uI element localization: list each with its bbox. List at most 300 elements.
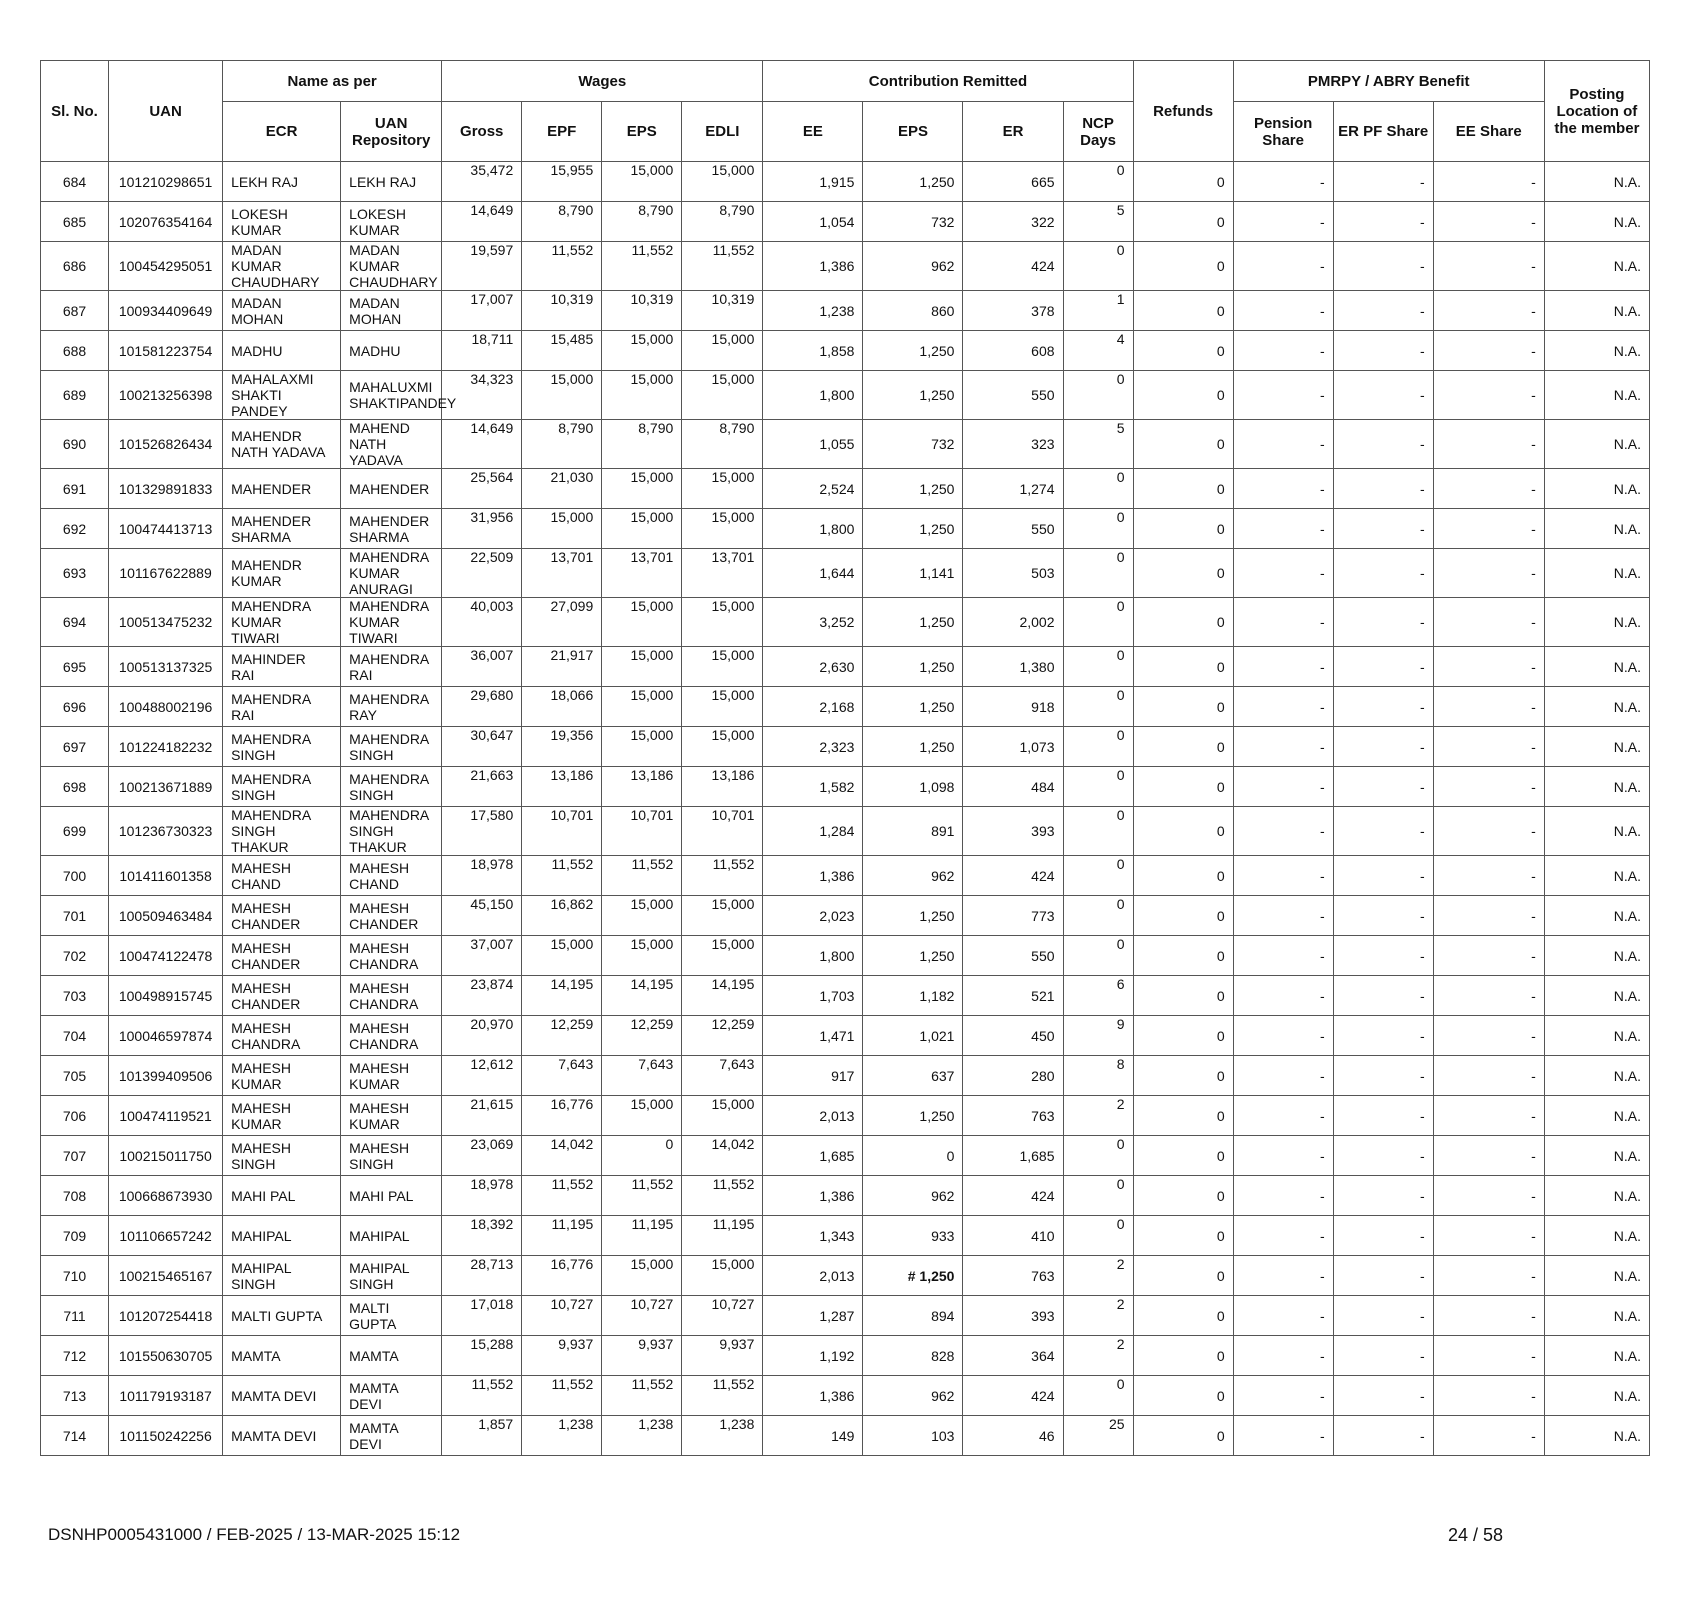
cell-name-uan-repository: MAHESH CHANDER xyxy=(341,896,442,936)
cell-ncp-days: 0 xyxy=(1063,242,1133,291)
cell-pension-share: - xyxy=(1233,371,1333,420)
cell-eps: 10,319 xyxy=(602,291,682,331)
cell-refunds: 0 xyxy=(1133,549,1233,598)
cell-edli: 15,000 xyxy=(682,331,763,371)
cell-ncp-days: 5 xyxy=(1063,420,1133,469)
cell-er-pf-share: - xyxy=(1333,469,1433,509)
cell-er-pf-share: - xyxy=(1333,291,1433,331)
cell-epf: 15,000 xyxy=(522,936,602,976)
cell-epf: 11,552 xyxy=(522,856,602,896)
cell-contribution-eps: 732 xyxy=(863,420,963,469)
cell-pension-share: - xyxy=(1233,687,1333,727)
cell-epf: 18,066 xyxy=(522,687,602,727)
cell-eps: 15,000 xyxy=(602,896,682,936)
cell-ee: 1,386 xyxy=(763,242,863,291)
cell-eps: 13,701 xyxy=(602,549,682,598)
cell-name-ecr: MAHENDRA SINGH THAKUR xyxy=(223,807,341,856)
cell-eps: 0 xyxy=(602,1136,682,1176)
cell-refunds: 0 xyxy=(1133,1256,1233,1296)
cell-uan: 100488002196 xyxy=(109,687,223,727)
header-posting-location: Posting Location of the member xyxy=(1544,61,1649,162)
cell-contribution-eps: 1,250 xyxy=(863,371,963,420)
cell-gross: 18,392 xyxy=(442,1216,522,1256)
cell-edli: 15,000 xyxy=(682,598,763,647)
cell-contribution-eps: 860 xyxy=(863,291,963,331)
cell-ncp-days: 25 xyxy=(1063,1416,1133,1456)
cell-name-ecr: MAHALAXMI SHAKTI PANDEY xyxy=(223,371,341,420)
cell-sl-no: 692 xyxy=(41,509,109,549)
cell-er-pf-share: - xyxy=(1333,807,1433,856)
cell-epf: 15,000 xyxy=(522,371,602,420)
cell-refunds: 0 xyxy=(1133,1136,1233,1176)
cell-posting-location: N.A. xyxy=(1544,856,1649,896)
cell-uan: 100474119521 xyxy=(109,1096,223,1136)
cell-posting-location: N.A. xyxy=(1544,896,1649,936)
cell-er: 393 xyxy=(963,1296,1063,1336)
cell-name-uan-repository: LEKH RAJ xyxy=(341,162,442,202)
cell-eps: 10,701 xyxy=(602,807,682,856)
cell-gross: 18,978 xyxy=(442,856,522,896)
cell-ee: 1,238 xyxy=(763,291,863,331)
cell-pension-share: - xyxy=(1233,1096,1333,1136)
table-row xyxy=(41,767,1650,807)
cell-pension-share: - xyxy=(1233,936,1333,976)
cell-uan: 101550630705 xyxy=(109,1336,223,1376)
header-epf: EPF xyxy=(522,102,602,162)
cell-ee-share: - xyxy=(1433,976,1544,1016)
cell-ee-share: - xyxy=(1433,727,1544,767)
cell-contribution-eps: 1,250 xyxy=(863,936,963,976)
cell-gross: 18,711 xyxy=(442,331,522,371)
cell-gross: 45,150 xyxy=(442,896,522,936)
cell-ee: 1,800 xyxy=(763,509,863,549)
cell-ncp-days: 0 xyxy=(1063,727,1133,767)
cell-posting-location: N.A. xyxy=(1544,598,1649,647)
cell-er-pf-share: - xyxy=(1333,1216,1433,1256)
cell-name-uan-repository: LOKESH KUMAR xyxy=(341,202,442,242)
table-row xyxy=(41,1256,1650,1296)
cell-sl-no: 684 xyxy=(41,162,109,202)
cell-ee-share: - xyxy=(1433,767,1544,807)
table-row xyxy=(41,469,1650,509)
cell-uan: 101411601358 xyxy=(109,856,223,896)
cell-pension-share: - xyxy=(1233,291,1333,331)
cell-er-pf-share: - xyxy=(1333,1096,1433,1136)
cell-er-pf-share: - xyxy=(1333,162,1433,202)
cell-name-ecr: MAHESH CHANDER xyxy=(223,896,341,936)
cell-er: 280 xyxy=(963,1056,1063,1096)
cell-edli: 11,552 xyxy=(682,856,763,896)
cell-er-pf-share: - xyxy=(1333,647,1433,687)
cell-refunds: 0 xyxy=(1133,1176,1233,1216)
cell-er-pf-share: - xyxy=(1333,331,1433,371)
cell-refunds: 0 xyxy=(1133,371,1233,420)
cell-ncp-days: 2 xyxy=(1063,1256,1133,1296)
cell-contribution-eps: 1,250 xyxy=(863,896,963,936)
cell-ee-share: - xyxy=(1433,242,1544,291)
cell-contribution-eps: 962 xyxy=(863,1376,963,1416)
cell-refunds: 0 xyxy=(1133,598,1233,647)
cell-contribution-eps: 732 xyxy=(863,202,963,242)
cell-ee-share: - xyxy=(1433,1296,1544,1336)
cell-ee-share: - xyxy=(1433,896,1544,936)
cell-name-ecr: MAMTA DEVI xyxy=(223,1376,341,1416)
table-row xyxy=(41,202,1650,242)
cell-ee: 2,013 xyxy=(763,1096,863,1136)
cell-ee: 1,054 xyxy=(763,202,863,242)
cell-er: 1,073 xyxy=(963,727,1063,767)
header-pension-share: Pension Share xyxy=(1233,102,1333,162)
cell-er: 378 xyxy=(963,291,1063,331)
cell-epf: 8,790 xyxy=(522,202,602,242)
cell-ncp-days: 0 xyxy=(1063,162,1133,202)
table-row xyxy=(41,1096,1650,1136)
cell-gross: 22,509 xyxy=(442,549,522,598)
cell-name-ecr: MAHESH KUMAR xyxy=(223,1096,341,1136)
cell-posting-location: N.A. xyxy=(1544,371,1649,420)
cell-ee: 149 xyxy=(763,1416,863,1456)
cell-name-ecr: MAHENDER SHARMA xyxy=(223,509,341,549)
cell-ee: 1,287 xyxy=(763,1296,863,1336)
cell-epf: 19,356 xyxy=(522,727,602,767)
cell-pension-share: - xyxy=(1233,331,1333,371)
cell-posting-location: N.A. xyxy=(1544,549,1649,598)
cell-er: 46 xyxy=(963,1416,1063,1456)
cell-name-ecr: MAHENDRA RAI xyxy=(223,687,341,727)
cell-contribution-eps: 1,250 xyxy=(863,1096,963,1136)
cell-pension-share: - xyxy=(1233,469,1333,509)
cell-ncp-days: 0 xyxy=(1063,1216,1133,1256)
cell-posting-location: N.A. xyxy=(1544,1136,1649,1176)
cell-epf: 27,099 xyxy=(522,598,602,647)
page-number: 24 / 58 xyxy=(1448,1525,1504,1545)
cell-ncp-days: 0 xyxy=(1063,687,1133,727)
header-wages: Wages xyxy=(442,61,763,102)
cell-ee: 2,630 xyxy=(763,647,863,687)
cell-sl-no: 704 xyxy=(41,1016,109,1056)
cell-name-ecr: MADHU xyxy=(223,331,341,371)
header-gross: Gross xyxy=(442,102,522,162)
cell-edli: 11,552 xyxy=(682,1376,763,1416)
cell-uan: 100934409649 xyxy=(109,291,223,331)
cell-contribution-eps: 637 xyxy=(863,1056,963,1096)
cell-gross: 18,978 xyxy=(442,1176,522,1216)
table-row xyxy=(41,1296,1650,1336)
table-row xyxy=(41,727,1650,767)
table-row xyxy=(41,1176,1650,1216)
cell-ee: 2,013 xyxy=(763,1256,863,1296)
cell-gross: 19,597 xyxy=(442,242,522,291)
cell-pension-share: - xyxy=(1233,1016,1333,1056)
cell-pension-share: - xyxy=(1233,242,1333,291)
cell-name-ecr: MAHENDRA SINGH xyxy=(223,767,341,807)
cell-ee-share: - xyxy=(1433,1336,1544,1376)
header-uan-repository: UAN Repository xyxy=(341,102,442,162)
cell-eps: 13,186 xyxy=(602,767,682,807)
header-ncp-days: NCP Days xyxy=(1063,102,1133,162)
cell-uan: 101210298651 xyxy=(109,162,223,202)
cell-sl-no: 713 xyxy=(41,1376,109,1416)
cell-uan: 101167622889 xyxy=(109,549,223,598)
cell-er: 521 xyxy=(963,976,1063,1016)
cell-pension-share: - xyxy=(1233,976,1333,1016)
cell-edli: 15,000 xyxy=(682,687,763,727)
cell-name-uan-repository: MAHI PAL xyxy=(341,1176,442,1216)
cell-er-pf-share: - xyxy=(1333,936,1433,976)
cell-uan: 101399409506 xyxy=(109,1056,223,1096)
cell-refunds: 0 xyxy=(1133,1416,1233,1456)
cell-name-ecr: MAHENDER xyxy=(223,469,341,509)
cell-er: 424 xyxy=(963,1176,1063,1216)
cell-uan: 101581223754 xyxy=(109,331,223,371)
cell-pension-share: - xyxy=(1233,1336,1333,1376)
cell-ncp-days: 1 xyxy=(1063,291,1133,331)
cell-ee-share: - xyxy=(1433,1016,1544,1056)
cell-eps: 15,000 xyxy=(602,371,682,420)
cell-contribution-eps: 1,250 xyxy=(863,687,963,727)
cell-name-uan-repository: MAHESH CHANDRA xyxy=(341,1016,442,1056)
cell-er: 550 xyxy=(963,371,1063,420)
cell-epf: 10,319 xyxy=(522,291,602,331)
cell-pension-share: - xyxy=(1233,420,1333,469)
cell-sl-no: 694 xyxy=(41,598,109,647)
cell-name-uan-repository: MAHENDER SHARMA xyxy=(341,509,442,549)
header-refunds: Refunds xyxy=(1133,61,1233,162)
cell-gross: 29,680 xyxy=(442,687,522,727)
cell-er: 393 xyxy=(963,807,1063,856)
header-eps: EPS xyxy=(602,102,682,162)
cell-sl-no: 691 xyxy=(41,469,109,509)
cell-er: 1,274 xyxy=(963,469,1063,509)
cell-uan: 101526826434 xyxy=(109,420,223,469)
cell-posting-location: N.A. xyxy=(1544,807,1649,856)
cell-pension-share: - xyxy=(1233,896,1333,936)
cell-gross: 28,713 xyxy=(442,1256,522,1296)
cell-er-pf-share: - xyxy=(1333,687,1433,727)
cell-gross: 21,615 xyxy=(442,1096,522,1136)
cell-eps: 11,195 xyxy=(602,1216,682,1256)
cell-edli: 10,319 xyxy=(682,291,763,331)
cell-er-pf-share: - xyxy=(1333,856,1433,896)
cell-er: 550 xyxy=(963,936,1063,976)
cell-name-ecr: MAHESH CHAND xyxy=(223,856,341,896)
cell-ee-share: - xyxy=(1433,647,1544,687)
cell-refunds: 0 xyxy=(1133,242,1233,291)
cell-edli: 14,195 xyxy=(682,976,763,1016)
cell-name-uan-repository: MADAN MOHAN xyxy=(341,291,442,331)
cell-ee-share: - xyxy=(1433,1096,1544,1136)
cell-eps: 11,552 xyxy=(602,1376,682,1416)
cell-ncp-days: 0 xyxy=(1063,856,1133,896)
cell-name-ecr: MAMTA DEVI xyxy=(223,1416,341,1456)
cell-er-pf-share: - xyxy=(1333,1016,1433,1056)
cell-contribution-eps: 1,250 xyxy=(863,598,963,647)
cell-sl-no: 712 xyxy=(41,1336,109,1376)
cell-eps: 15,000 xyxy=(602,598,682,647)
cell-refunds: 0 xyxy=(1133,1216,1233,1256)
cell-pension-share: - xyxy=(1233,1216,1333,1256)
cell-posting-location: N.A. xyxy=(1544,202,1649,242)
cell-gross: 36,007 xyxy=(442,647,522,687)
cell-er: 550 xyxy=(963,509,1063,549)
cell-er: 364 xyxy=(963,1336,1063,1376)
cell-ee: 1,800 xyxy=(763,371,863,420)
cell-gross: 34,323 xyxy=(442,371,522,420)
cell-refunds: 0 xyxy=(1133,767,1233,807)
cell-eps: 15,000 xyxy=(602,331,682,371)
cell-ncp-days: 0 xyxy=(1063,549,1133,598)
cell-edli: 15,000 xyxy=(682,896,763,936)
cell-contribution-eps: 891 xyxy=(863,807,963,856)
cell-gross: 21,663 xyxy=(442,767,522,807)
table-row xyxy=(41,807,1650,856)
cell-epf: 12,259 xyxy=(522,1016,602,1056)
cell-refunds: 0 xyxy=(1133,509,1233,549)
cell-ncp-days: 6 xyxy=(1063,976,1133,1016)
cell-sl-no: 703 xyxy=(41,976,109,1016)
cell-contribution-eps: 1,182 xyxy=(863,976,963,1016)
cell-er: 503 xyxy=(963,549,1063,598)
table-row xyxy=(41,647,1650,687)
table-row xyxy=(41,1376,1650,1416)
cell-epf: 15,000 xyxy=(522,509,602,549)
cell-sl-no: 709 xyxy=(41,1216,109,1256)
cell-ncp-days: 0 xyxy=(1063,767,1133,807)
cell-name-ecr: MAHINDER RAI xyxy=(223,647,341,687)
cell-sl-no: 696 xyxy=(41,687,109,727)
cell-edli: 15,000 xyxy=(682,647,763,687)
cell-posting-location: N.A. xyxy=(1544,162,1649,202)
header-ee: EE xyxy=(763,102,863,162)
cell-sl-no: 701 xyxy=(41,896,109,936)
cell-name-uan-repository: MAHENDRA SINGH THAKUR xyxy=(341,807,442,856)
cell-ncp-days: 2 xyxy=(1063,1336,1133,1376)
cell-uan: 100213256398 xyxy=(109,371,223,420)
cell-contribution-eps: 1,250 xyxy=(863,509,963,549)
table-row xyxy=(41,242,1650,291)
cell-eps: 15,000 xyxy=(602,647,682,687)
cell-er-pf-share: - xyxy=(1333,420,1433,469)
cell-edli: 15,000 xyxy=(682,371,763,420)
cell-ee: 2,524 xyxy=(763,469,863,509)
cell-refunds: 0 xyxy=(1133,896,1233,936)
cell-eps: 8,790 xyxy=(602,202,682,242)
cell-name-ecr: LOKESH KUMAR xyxy=(223,202,341,242)
cell-edli: 15,000 xyxy=(682,727,763,767)
cell-er-pf-share: - xyxy=(1333,598,1433,647)
cell-uan: 100498915745 xyxy=(109,976,223,1016)
cell-ee-share: - xyxy=(1433,1416,1544,1456)
cell-contribution-eps: 1,250 xyxy=(863,727,963,767)
cell-ee: 1,192 xyxy=(763,1336,863,1376)
cell-edli: 9,937 xyxy=(682,1336,763,1376)
cell-epf: 11,552 xyxy=(522,242,602,291)
cell-gross: 14,649 xyxy=(442,420,522,469)
cell-eps: 14,195 xyxy=(602,976,682,1016)
cell-gross: 31,956 xyxy=(442,509,522,549)
cell-eps: 15,000 xyxy=(602,727,682,767)
cell-pension-share: - xyxy=(1233,1376,1333,1416)
cell-sl-no: 711 xyxy=(41,1296,109,1336)
cell-name-uan-repository: MADAN KUMAR CHAUDHARY xyxy=(341,242,442,291)
cell-contribution-eps: 894 xyxy=(863,1296,963,1336)
cell-ee: 1,055 xyxy=(763,420,863,469)
cell-name-ecr: MADAN KUMAR CHAUDHARY xyxy=(223,242,341,291)
cell-ee-share: - xyxy=(1433,371,1544,420)
cell-er-pf-share: - xyxy=(1333,1136,1433,1176)
cell-ee-share: - xyxy=(1433,420,1544,469)
cell-eps: 11,552 xyxy=(602,242,682,291)
cell-name-uan-repository: MAHESH KUMAR xyxy=(341,1056,442,1096)
cell-name-ecr: MAHENDR KUMAR xyxy=(223,549,341,598)
cell-gross: 11,552 xyxy=(442,1376,522,1416)
header-edli: EDLI xyxy=(682,102,763,162)
cell-sl-no: 702 xyxy=(41,936,109,976)
cell-ncp-days: 0 xyxy=(1063,1176,1133,1216)
cell-edli: 13,701 xyxy=(682,549,763,598)
cell-contribution-eps: 933 xyxy=(863,1216,963,1256)
cell-sl-no: 697 xyxy=(41,727,109,767)
cell-name-uan-repository: MAHESH SINGH xyxy=(341,1136,442,1176)
cell-contribution-eps: 1,021 xyxy=(863,1016,963,1056)
cell-uan: 100213671889 xyxy=(109,767,223,807)
cell-eps: 15,000 xyxy=(602,1096,682,1136)
cell-ee-share: - xyxy=(1433,291,1544,331)
cell-posting-location: N.A. xyxy=(1544,1416,1649,1456)
cell-sl-no: 688 xyxy=(41,331,109,371)
cell-name-uan-repository: MAHIPAL SINGH xyxy=(341,1256,442,1296)
cell-ee-share: - xyxy=(1433,598,1544,647)
cell-ee-share: - xyxy=(1433,1056,1544,1096)
cell-er-pf-share: - xyxy=(1333,549,1433,598)
cell-pension-share: - xyxy=(1233,1416,1333,1456)
cell-pension-share: - xyxy=(1233,1056,1333,1096)
cell-sl-no: 706 xyxy=(41,1096,109,1136)
cell-epf: 11,552 xyxy=(522,1376,602,1416)
cell-contribution-eps: 1,250 xyxy=(863,331,963,371)
cell-ee: 1,386 xyxy=(763,1176,863,1216)
cell-refunds: 0 xyxy=(1133,807,1233,856)
cell-edli: 15,000 xyxy=(682,1096,763,1136)
cell-ncp-days: 0 xyxy=(1063,1376,1133,1416)
cell-er: 608 xyxy=(963,331,1063,371)
cell-edli: 15,000 xyxy=(682,509,763,549)
cell-uan: 100513475232 xyxy=(109,598,223,647)
cell-pension-share: - xyxy=(1233,202,1333,242)
cell-er-pf-share: - xyxy=(1333,1376,1433,1416)
table-row xyxy=(41,420,1650,469)
table-row xyxy=(41,1136,1650,1176)
cell-pension-share: - xyxy=(1233,647,1333,687)
cell-epf: 1,238 xyxy=(522,1416,602,1456)
table-row xyxy=(41,1056,1650,1096)
cell-epf: 10,701 xyxy=(522,807,602,856)
header-ee-share: EE Share xyxy=(1433,102,1544,162)
cell-name-ecr: MAHENDR NATH YADAVA xyxy=(223,420,341,469)
cell-gross: 23,069 xyxy=(442,1136,522,1176)
cell-sl-no: 685 xyxy=(41,202,109,242)
table-row xyxy=(41,936,1650,976)
cell-ncp-days: 0 xyxy=(1063,647,1133,687)
cell-refunds: 0 xyxy=(1133,1376,1233,1416)
cell-pension-share: - xyxy=(1233,162,1333,202)
cell-name-uan-repository: MAMTA DEVI xyxy=(341,1416,442,1456)
cell-refunds: 0 xyxy=(1133,936,1233,976)
cell-uan: 100668673930 xyxy=(109,1176,223,1216)
cell-posting-location: N.A. xyxy=(1544,509,1649,549)
cell-uan: 100215011750 xyxy=(109,1136,223,1176)
cell-ee: 1,703 xyxy=(763,976,863,1016)
